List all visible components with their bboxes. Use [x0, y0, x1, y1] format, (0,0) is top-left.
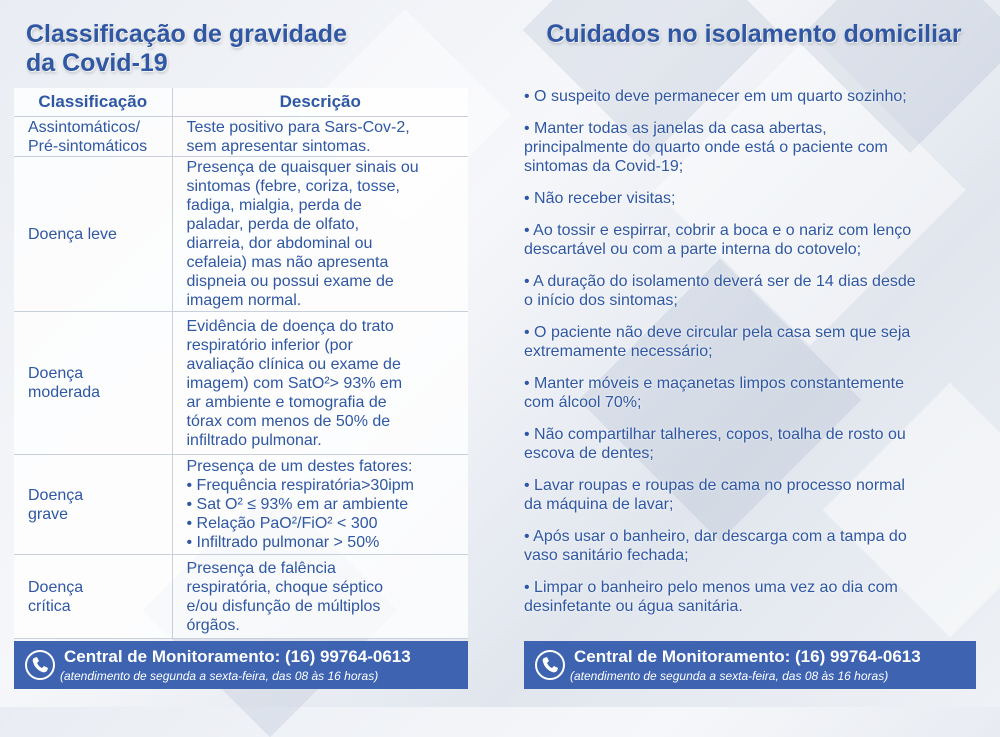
row-descricao: Teste positivo para Sars-Cov-2, sem apresentar sintomas.	[172, 117, 468, 157]
row-descricao: Presença de falência respiratória, choque séptico e/ou disfunção de múltiplos órgãos.	[172, 555, 468, 639]
table-row	[14, 555, 468, 639]
table-row	[14, 157, 468, 312]
row-classificacao: Doença leve	[14, 157, 172, 312]
isolation-list	[524, 87, 984, 629]
list-item: • Manter móveis e maçanetas limpos constantemente com álcool 70%;	[524, 375, 904, 411]
list-item: • O suspeito deve permanecer em um quarto sozinho;	[524, 88, 907, 105]
row-classificacao: Doença moderada	[14, 312, 172, 455]
row-classificacao: Doença crítica	[14, 555, 172, 639]
list-item: • Limpar o banheiro pelo menos uma vez ao dia com desinfetante ou água sanitária.	[524, 579, 898, 615]
header-descricao: Descrição	[172, 88, 468, 117]
list-item: • Não compartilhar talheres, copos, toalha de rosto ou escova de dentes;	[524, 426, 906, 462]
central-box	[14, 641, 468, 689]
list-item: • Ao tossir e espirrar, cobrir a boca e o nariz com lenço descartável ou com a parte interna do cotovelo;	[524, 222, 912, 258]
table-row	[14, 312, 468, 455]
isolation-panel	[524, 0, 984, 707]
row-classificacao: Assintomáticos/ Pré-sintomáticos	[14, 117, 172, 157]
table-row	[14, 117, 468, 157]
severity-panel	[14, 0, 468, 707]
row-descricao: Presença de quaisquer sinais ou sintomas (febre, coriza, tosse, fadiga, mialgia, perda de paladar, perda de olfato, diarreia, dor abdominal ou cefaleia) mas não apresenta dispneia ou possui exame de imagem normal.	[172, 157, 468, 312]
row-classificacao: Doença grave	[14, 455, 172, 555]
table-row	[14, 455, 468, 555]
table-header-row	[14, 88, 468, 117]
row-descricao: Evidência de doença do trato respiratório inferior (por avaliação clínica ou exame de imagem) com SatO²> 93% em ar ambiente e tomografia de tórax com menos de 50% de infiltrado pulmonar.	[172, 312, 468, 455]
list-item: • Não receber visitas;	[524, 190, 676, 207]
list-item: • A duração do isolamento deverá ser de 14 dias desde o início dos sintomas;	[524, 273, 916, 309]
central-box	[524, 641, 976, 689]
phone-icon	[24, 649, 56, 681]
severity-title: Classificação de gravidade da Covid-19	[26, 20, 347, 77]
central-title: Central de Monitoramento: (16) 99764-0613	[574, 647, 921, 666]
isolation-title: Cuidados no isolamento domiciliar	[546, 20, 962, 48]
central-hours: (atendimento de segunda a sexta-feira, das 08 às 16 horas)	[570, 669, 889, 683]
central-hours: (atendimento de segunda a sexta-feira, das 08 às 16 horas)	[60, 669, 379, 683]
header-classificacao: Classificação	[14, 88, 172, 117]
list-item: • Lavar roupas e roupas de cama no processo normal da máquina de lavar;	[524, 477, 905, 513]
list-item: • Após usar o banheiro, dar descarga com a tampa do vaso sanitário fechada;	[524, 528, 907, 564]
row-descricao: Presença de um destes fatores: • Frequência respiratória>30ipm • Sat O² ≤ 93% em ar ambiente • Relação PaO²/FiO² < 300 • Infiltrado pulmonar > 50%	[172, 455, 468, 555]
central-title: Central de Monitoramento: (16) 99764-0613	[64, 647, 411, 666]
list-item: • Manter todas as janelas da casa abertas, principalmente do quarto onde está o paciente com sintomas da Covid-19;	[524, 120, 888, 175]
phone-icon	[534, 649, 566, 681]
list-item: • O paciente não deve circular pela casa sem que seja extremamente necessário;	[524, 324, 911, 360]
severity-table	[14, 88, 468, 639]
